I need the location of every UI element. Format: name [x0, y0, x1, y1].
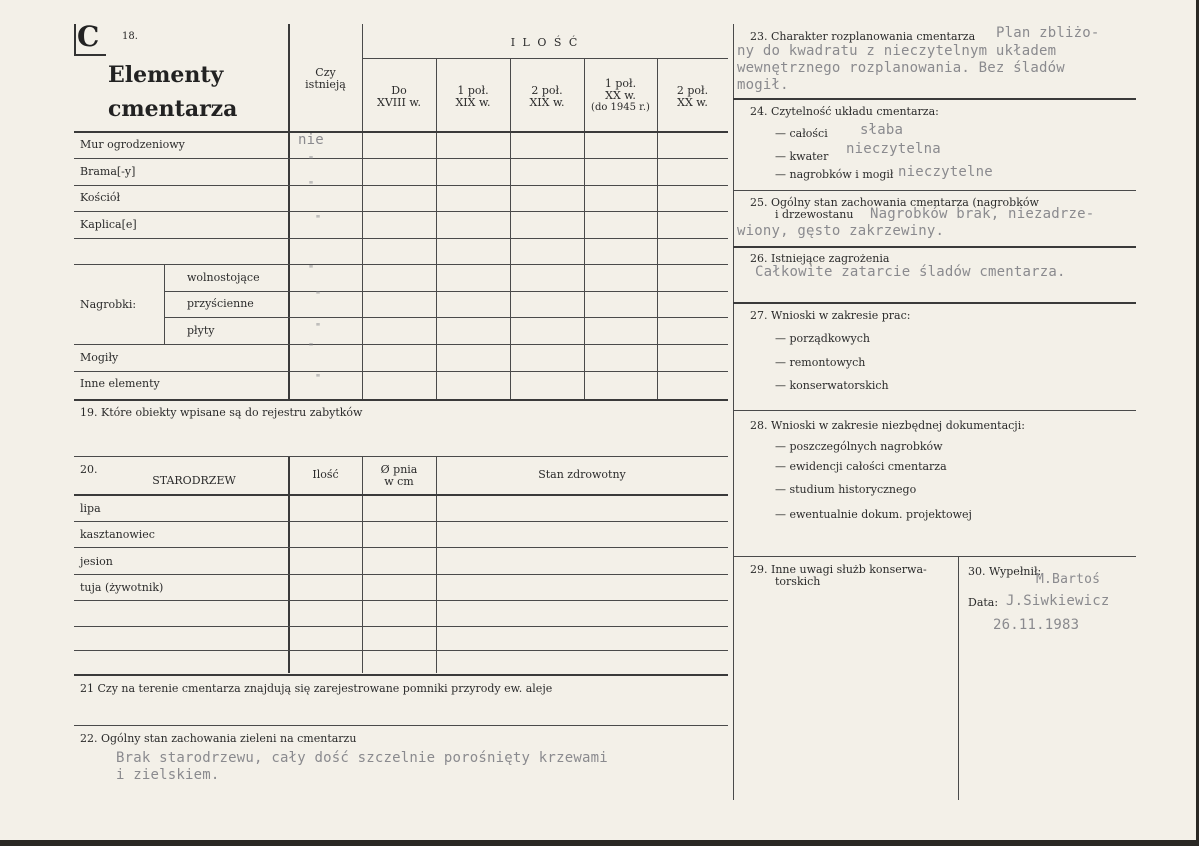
row-label-freestanding: wolnostojące	[187, 271, 260, 284]
row-label-slabs: płyty	[187, 324, 215, 337]
table20-col-diameter-2: w cm	[384, 475, 414, 488]
q24-graves-label: — nagrobków i mogił	[775, 168, 894, 181]
q25-typed-line1: Nagrobków brak, niezadrze-	[870, 206, 1095, 222]
period-2-l2: XIX w.	[455, 96, 491, 109]
row-label-chapel: Kaplica[e]	[80, 218, 137, 231]
period-3-l1: 2 poł.	[531, 84, 563, 97]
row-label-wall-mounted: przyścienne	[187, 297, 254, 310]
table20-col-diameter-1: Ø pnia	[380, 463, 418, 476]
q25-label-line2: i drzewostanu	[775, 208, 854, 221]
q23-typed-line2: ny do kwadratu z nieczytelnym układem	[737, 43, 1057, 59]
q23-label: 23. Charakter rozplanowania cmentarza	[750, 30, 976, 43]
q27-item-repair: — remontowych	[775, 356, 866, 369]
exists-chapel-value: "	[315, 214, 322, 225]
period-3-l2: XIX w.	[529, 96, 565, 109]
q24-whole-value: słaba	[860, 122, 904, 138]
q23-typed-line4: mogił.	[737, 77, 789, 93]
row-label-church: Kościół	[80, 191, 121, 204]
q26-typed: Całkowite zatarcie śladów cmentarza.	[755, 264, 1066, 280]
table20-col-species: STARODRZEW	[152, 474, 236, 487]
q30-label: 30. Wypełnił:	[968, 565, 1042, 578]
q30-name1: M.Bartoś	[1036, 572, 1101, 587]
q27-label: 27. Wnioski w zakresie prac:	[750, 309, 911, 322]
period-2-l1: 1 poł.	[457, 84, 489, 97]
exists-wall-mounted-value: "	[315, 290, 322, 301]
q24-label: 24. Czytelność układu cmentarza:	[750, 105, 939, 118]
section-title-line1: Elementy	[108, 62, 224, 88]
period-4-l1: 1 poł.	[604, 77, 637, 90]
q30-date-label: Data:	[968, 596, 999, 609]
period-1-l2: XVIII w.	[377, 96, 421, 109]
exists-other-value: "	[315, 373, 322, 384]
exists-church-value: "	[308, 180, 315, 191]
q24-quarters-value: nieczytelna	[846, 141, 941, 157]
q29-label-line2: torskich	[775, 575, 821, 588]
q25-label-line1: 25. Ogólny stan zachowania cmentarza (nagrobków	[750, 196, 1039, 209]
tree-row-linden: lipa	[80, 502, 101, 515]
q28-label: 28. Wnioski w zakresie niezbędnej dokumentacji:	[750, 419, 1025, 432]
exists-graves-value: "	[308, 342, 315, 353]
row-label-wall: Mur ogrodzeniowy	[80, 138, 185, 151]
q19-label: 19. Które obiekty wpisane są do rejestru zabytków	[80, 406, 363, 419]
exists-freestanding-value: "	[308, 264, 315, 275]
q27-item-cleanup: — porządkowych	[775, 332, 870, 345]
q27-item-conservation: — konserwatorskich	[775, 379, 889, 392]
q24-quarters-label: — kwater	[775, 150, 829, 163]
tree-row-thuja: tuja (żywotnik)	[80, 581, 164, 594]
period-1-l1: Do	[391, 84, 407, 97]
exists-slabs-value: "	[315, 322, 322, 333]
exists-gate-value: "	[308, 155, 315, 166]
q30-name2: J.Siwkiewicz	[1006, 593, 1110, 609]
table20-col-health: Stan zdrowotny	[538, 468, 626, 481]
section-letter: C	[77, 20, 100, 53]
q22-typed-line2: i zielskiem.	[116, 767, 220, 783]
q28-item-history: — studium historycznego	[775, 483, 917, 496]
q23-typed-line1: Plan zbliżo-	[996, 25, 1100, 41]
row-label-nagrobki: Nagrobki:	[80, 298, 137, 311]
period-4-l3: (do 1945 r.)	[591, 102, 650, 113]
tree-row-chestnut: kasztanowiec	[80, 528, 155, 541]
row-label-other: Inne elementy	[80, 377, 160, 390]
q28-item-tombstones: — poszczególnych nagrobków	[775, 440, 943, 453]
q28-item-records: — ewidencji całości cmentarza	[775, 460, 947, 473]
period-5-l2: XX w.	[677, 96, 708, 109]
q22-label: 22. Ogólny stan zachowania zieleni na cmentarzu	[80, 732, 357, 745]
period-4-l2: XX w.	[605, 89, 636, 102]
section-title-line2: cmentarza	[108, 96, 238, 122]
q22-typed-line1: Brak starodrzewu, cały dość szczelnie porośnięty krzewami	[116, 750, 608, 766]
q28-item-project: — ewentualnie dokum. projektowej	[775, 508, 972, 521]
row-label-graves: Mogiły	[80, 351, 119, 364]
col-exists-header-1: Czy	[315, 66, 336, 79]
q24-whole-label: — całości	[775, 127, 828, 140]
section-number: 18.	[122, 31, 138, 42]
q24-graves-value: nieczytelne	[898, 164, 993, 180]
q30-date-value: 26.11.1983	[993, 617, 1080, 633]
table20-number: 20.	[80, 463, 98, 476]
q26-label: 26. Istniejące zagrożenia	[750, 252, 890, 265]
table20-col-count: Ilość	[312, 468, 339, 481]
col-amount-header: I L O Ś Ć	[510, 36, 580, 49]
exists-wall-value: nie	[298, 132, 324, 148]
q25-typed-line2: wiony, gęsto zakrzewiny.	[737, 223, 945, 239]
col-exists-header-2: istnieją	[305, 78, 346, 91]
q21-label: 21 Czy na terenie cmentarza znajdują się zarejestrowane pomniki przyrody ew. aleje	[80, 682, 553, 695]
period-5-l1: 2 poł.	[676, 84, 709, 97]
q29-label-line1: 29. Inne uwagi służb konserwa-	[750, 563, 927, 576]
tree-row-ash: jesion	[80, 555, 113, 568]
row-label-gate: Brama[-y]	[80, 165, 136, 178]
q23-typed-line3: wewnętrznego rozplanowania. Bez śladów	[737, 60, 1065, 76]
